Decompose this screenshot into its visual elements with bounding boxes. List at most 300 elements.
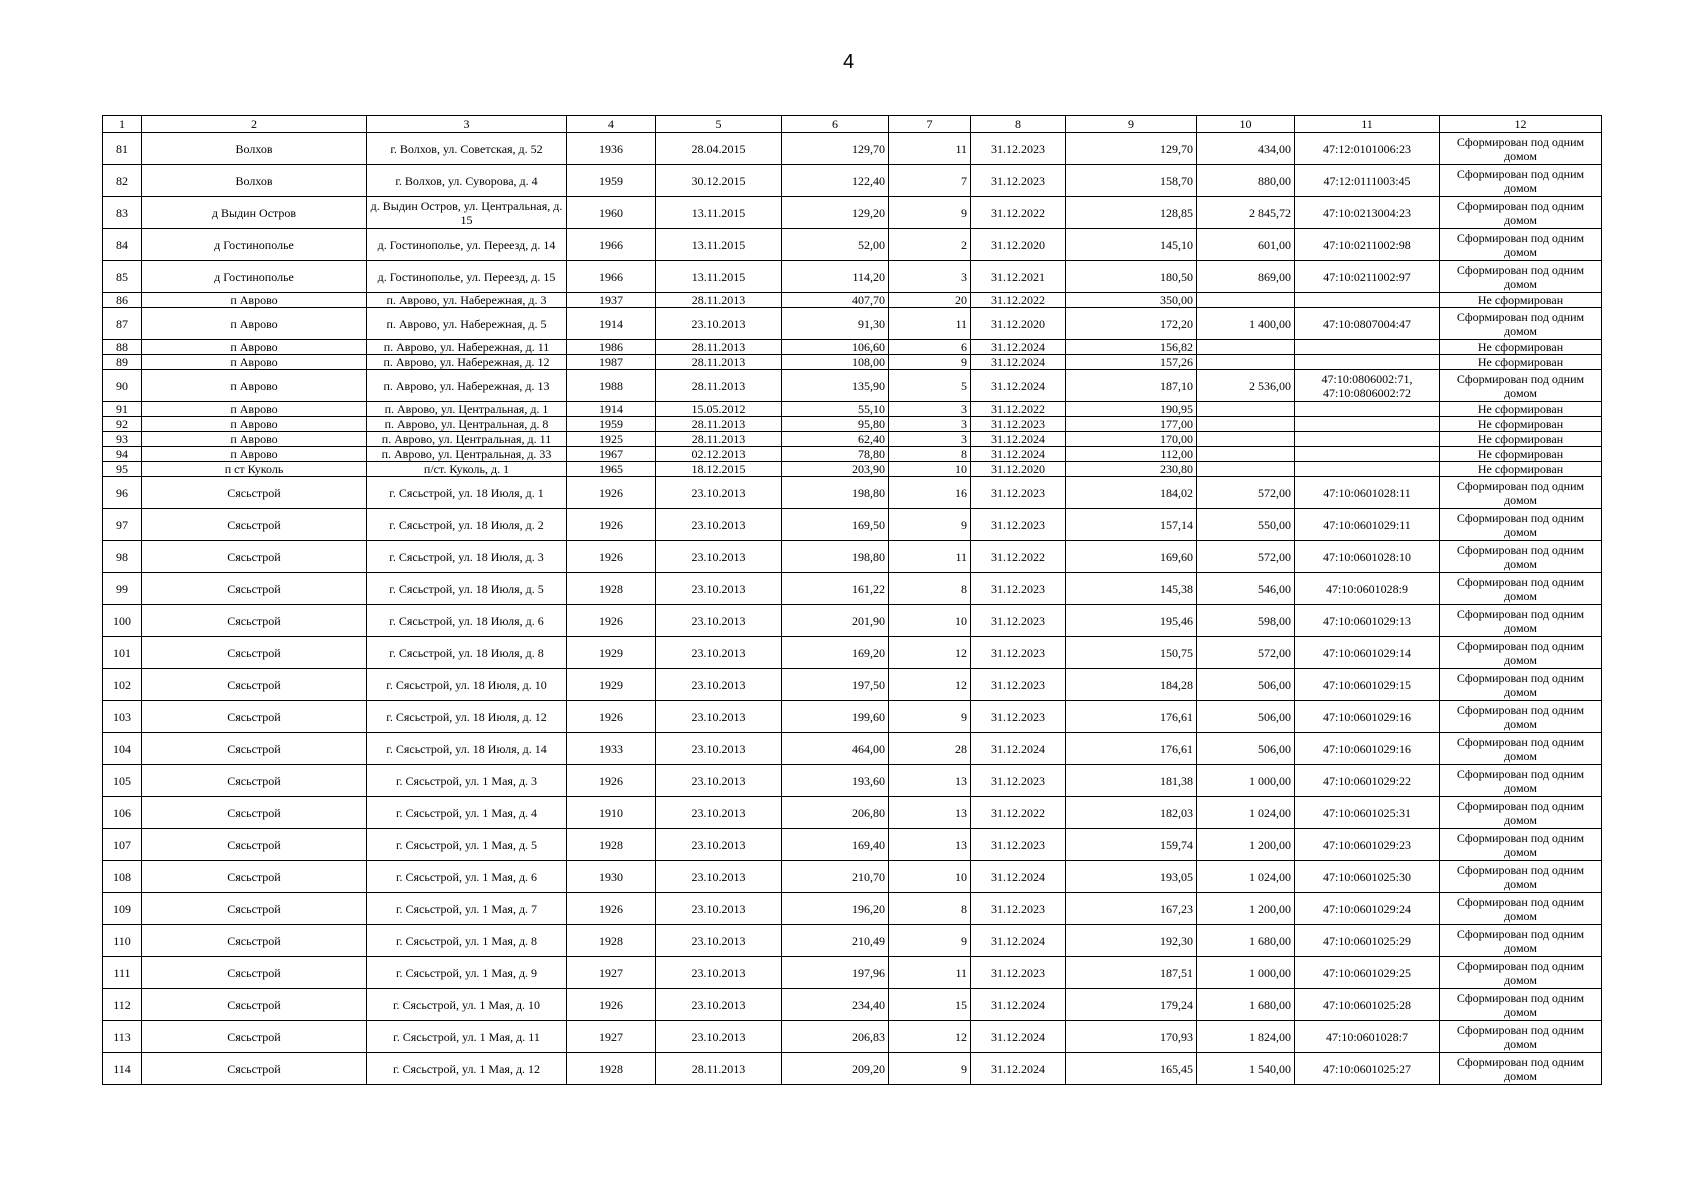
table-cell: 1928	[567, 829, 656, 861]
table-row	[103, 197, 1602, 229]
table-cell: 12	[889, 637, 971, 669]
table-row	[103, 925, 1602, 957]
table-cell: 1925	[567, 432, 656, 447]
table-cell: 1 680,00	[1197, 989, 1295, 1021]
table-cell: 23.10.2013	[656, 989, 782, 1021]
table-cell: Сформирован под одним домом	[1440, 925, 1602, 957]
table-cell: 91,30	[782, 308, 889, 340]
table-cell: 102	[103, 669, 142, 701]
table-cell: 157,14	[1066, 509, 1197, 541]
table-cell: 31.12.2020	[971, 462, 1066, 477]
table-cell: 1 200,00	[1197, 893, 1295, 925]
table-row	[103, 637, 1602, 669]
table-cell: 350,00	[1066, 293, 1197, 308]
table-cell: 16	[889, 477, 971, 509]
table-cell: Волхов	[142, 133, 367, 165]
table-cell: 47:10:0601029:25	[1295, 957, 1440, 989]
table-cell: 169,60	[1066, 541, 1197, 573]
table-cell: 1910	[567, 797, 656, 829]
table-cell: 23.10.2013	[656, 1021, 782, 1053]
table-row	[103, 509, 1602, 541]
table-cell: 197,96	[782, 957, 889, 989]
table-cell: 1928	[567, 925, 656, 957]
table-cell: г. Сясьстрой, ул. 18 Июля, д. 5	[367, 573, 567, 605]
table-row	[103, 293, 1602, 308]
table-cell: Сясьстрой	[142, 477, 367, 509]
table-cell: 869,00	[1197, 261, 1295, 293]
table-row	[103, 957, 1602, 989]
table-cell: Не сформирован	[1440, 402, 1602, 417]
table-cell: 31.12.2024	[971, 925, 1066, 957]
table-cell: 2 845,72	[1197, 197, 1295, 229]
table-cell: 31.12.2022	[971, 293, 1066, 308]
table-cell: Сформирован под одним домом	[1440, 197, 1602, 229]
table-cell: 8	[889, 893, 971, 925]
table-cell: 1 024,00	[1197, 861, 1295, 893]
table-cell: 1928	[567, 1053, 656, 1085]
table-cell: г. Сясьстрой, ул. 1 Мая, д. 6	[367, 861, 567, 893]
table-cell: 110	[103, 925, 142, 957]
table-cell: 1960	[567, 197, 656, 229]
table-cell: 47:10:0601029:22	[1295, 765, 1440, 797]
table-cell: 464,00	[782, 733, 889, 765]
table-cell: 13.11.2015	[656, 261, 782, 293]
table-cell: 31.12.2024	[971, 355, 1066, 370]
table-cell: 23.10.2013	[656, 573, 782, 605]
table-cell: Сформирован под одним домом	[1440, 165, 1602, 197]
table-cell: 198,80	[782, 541, 889, 573]
table-cell: Сясьстрой	[142, 573, 367, 605]
table-cell	[1295, 432, 1440, 447]
table-cell: 192,30	[1066, 925, 1197, 957]
table-cell: 11	[889, 957, 971, 989]
table-cell: 109	[103, 893, 142, 925]
table-cell: 28.11.2013	[656, 370, 782, 402]
table-cell: 47:10:0601029:24	[1295, 893, 1440, 925]
table-row	[103, 893, 1602, 925]
table-cell: 47:10:0601028:10	[1295, 541, 1440, 573]
table-cell: 1 000,00	[1197, 957, 1295, 989]
table-cell: Не сформирован	[1440, 417, 1602, 432]
table-cell: п. Аврово, ул. Центральная, д. 11	[367, 432, 567, 447]
table-cell: 10	[889, 861, 971, 893]
table-cell: 47:12:0101006:23	[1295, 133, 1440, 165]
table-cell: 47:10:0807004:47	[1295, 308, 1440, 340]
table-cell: 8	[889, 573, 971, 605]
table-cell: п Аврово	[142, 447, 367, 462]
table-cell: 1 200,00	[1197, 829, 1295, 861]
table-cell: 1929	[567, 637, 656, 669]
table-cell: 182,03	[1066, 797, 1197, 829]
table-cell: Сформирован под одним домом	[1440, 477, 1602, 509]
table-cell: 209,20	[782, 1053, 889, 1085]
table-cell: 47:10:0601029:16	[1295, 701, 1440, 733]
table-cell: п/ст. Куколь, д. 1	[367, 462, 567, 477]
table-cell: 98	[103, 541, 142, 573]
table-cell: 550,00	[1197, 509, 1295, 541]
table-cell: 1986	[567, 340, 656, 355]
table-cell: 31.12.2022	[971, 402, 1066, 417]
table-cell: 572,00	[1197, 541, 1295, 573]
table-cell: 1966	[567, 261, 656, 293]
table-cell: 31.12.2024	[971, 370, 1066, 402]
table-cell: г. Волхов, ул. Советская, д. 52	[367, 133, 567, 165]
table-cell: 47:10:0601029:16	[1295, 733, 1440, 765]
table-cell: 156,82	[1066, 340, 1197, 355]
table-cell: 18.12.2015	[656, 462, 782, 477]
table-cell: 1937	[567, 293, 656, 308]
table-cell: 91	[103, 402, 142, 417]
table-cell: 47:12:0111003:45	[1295, 165, 1440, 197]
table-cell: г. Сясьстрой, ул. 18 Июля, д. 8	[367, 637, 567, 669]
table-cell: 407,70	[782, 293, 889, 308]
table-cell: Сясьстрой	[142, 1021, 367, 1053]
table-cell: 28.11.2013	[656, 340, 782, 355]
table-cell: 230,80	[1066, 462, 1197, 477]
table-cell: 1 024,00	[1197, 797, 1295, 829]
table-cell: 3	[889, 261, 971, 293]
table-cell: 129,20	[782, 197, 889, 229]
table-cell: 23.10.2013	[656, 637, 782, 669]
table-cell: 145,10	[1066, 229, 1197, 261]
table-cell: 95	[103, 462, 142, 477]
table-cell: 129,70	[782, 133, 889, 165]
table-cell: п. Аврово, ул. Набережная, д. 5	[367, 308, 567, 340]
table-row	[103, 1021, 1602, 1053]
table-cell: 31.12.2023	[971, 417, 1066, 432]
table-cell	[1295, 340, 1440, 355]
table-row	[103, 701, 1602, 733]
table-row	[103, 417, 1602, 432]
table-cell: Сформирован под одним домом	[1440, 1053, 1602, 1085]
table-cell: 177,00	[1066, 417, 1197, 432]
table-cell: 180,50	[1066, 261, 1197, 293]
table-row	[103, 605, 1602, 637]
table-cell: 157,26	[1066, 355, 1197, 370]
table-cell: г. Сясьстрой, ул. 1 Мая, д. 9	[367, 957, 567, 989]
table-cell: 31.12.2021	[971, 261, 1066, 293]
table-cell: 31.12.2024	[971, 989, 1066, 1021]
table-cell: 9	[889, 355, 971, 370]
table-cell	[1197, 432, 1295, 447]
table-cell: 176,61	[1066, 701, 1197, 733]
table-cell: 28.04.2015	[656, 133, 782, 165]
table-row	[103, 370, 1602, 402]
table-cell: 880,00	[1197, 165, 1295, 197]
table-cell: 506,00	[1197, 669, 1295, 701]
table-cell: 101	[103, 637, 142, 669]
table-cell: 210,70	[782, 861, 889, 893]
table-cell: 170,93	[1066, 1021, 1197, 1053]
table-cell: Сясьстрой	[142, 893, 367, 925]
table-cell: Сясьстрой	[142, 701, 367, 733]
table-cell: 161,22	[782, 573, 889, 605]
table-cell: Сясьстрой	[142, 637, 367, 669]
table-cell	[1295, 462, 1440, 477]
table-cell: 179,24	[1066, 989, 1197, 1021]
table-cell: 1 000,00	[1197, 765, 1295, 797]
table-cell: 1928	[567, 573, 656, 605]
table-cell: 31.12.2024	[971, 733, 1066, 765]
table-cell: 31.12.2023	[971, 957, 1066, 989]
table-body	[103, 133, 1602, 1085]
table-cell: 135,90	[782, 370, 889, 402]
table-cell: Сясьстрой	[142, 733, 367, 765]
table-cell: 28	[889, 733, 971, 765]
table-cell: 83	[103, 197, 142, 229]
table-cell: г. Сясьстрой, ул. 1 Мая, д. 3	[367, 765, 567, 797]
column-header: 12	[1440, 116, 1602, 133]
table-cell: 92	[103, 417, 142, 432]
table-cell: п Аврово	[142, 355, 367, 370]
table-cell: Сясьстрой	[142, 765, 367, 797]
table-cell: 23.10.2013	[656, 477, 782, 509]
table-cell: 88	[103, 340, 142, 355]
table-cell: Сясьстрой	[142, 861, 367, 893]
table-cell: Сясьстрой	[142, 541, 367, 573]
table-cell: 1914	[567, 308, 656, 340]
table-cell: 167,23	[1066, 893, 1197, 925]
table-cell: д. Выдин Остров, ул. Центральная, д. 15	[367, 197, 567, 229]
table-cell: 90	[103, 370, 142, 402]
table-cell: 3	[889, 417, 971, 432]
table-cell: 9	[889, 1053, 971, 1085]
table-cell: 506,00	[1197, 733, 1295, 765]
table-cell: 78,80	[782, 447, 889, 462]
table-cell: 199,60	[782, 701, 889, 733]
table-cell: 47:10:0601028:11	[1295, 477, 1440, 509]
table-cell: 159,74	[1066, 829, 1197, 861]
table-cell: 31.12.2022	[971, 797, 1066, 829]
table-cell: 100	[103, 605, 142, 637]
table-cell: 31.12.2020	[971, 308, 1066, 340]
table-cell: 86	[103, 293, 142, 308]
table-cell: 23.10.2013	[656, 308, 782, 340]
table-cell: 193,60	[782, 765, 889, 797]
table-cell: 13.11.2015	[656, 229, 782, 261]
table-cell: 6	[889, 340, 971, 355]
table-cell: 95,80	[782, 417, 889, 432]
column-header: 8	[971, 116, 1066, 133]
table-cell: 106	[103, 797, 142, 829]
table-cell: 184,28	[1066, 669, 1197, 701]
table-cell: Сформирован под одним домом	[1440, 637, 1602, 669]
table-cell: 107	[103, 829, 142, 861]
table-cell: 1926	[567, 477, 656, 509]
table-cell: п Аврово	[142, 293, 367, 308]
table-row	[103, 432, 1602, 447]
table-cell: 187,51	[1066, 957, 1197, 989]
table-cell: д Выдин Остров	[142, 197, 367, 229]
table-cell: 47:10:0601028:9	[1295, 573, 1440, 605]
table-cell: г. Сясьстрой, ул. 18 Июля, д. 2	[367, 509, 567, 541]
table-cell: 31.12.2023	[971, 765, 1066, 797]
table-cell: д Гостинополье	[142, 261, 367, 293]
table-cell: 28.11.2013	[656, 355, 782, 370]
table-cell: 81	[103, 133, 142, 165]
table-cell: Сформирован под одним домом	[1440, 133, 1602, 165]
table-cell: г. Сясьстрой, ул. 18 Июля, д. 14	[367, 733, 567, 765]
table-cell: 158,70	[1066, 165, 1197, 197]
table-row	[103, 1053, 1602, 1085]
table-cell: 15.05.2012	[656, 402, 782, 417]
table-row	[103, 308, 1602, 340]
column-header: 7	[889, 116, 971, 133]
table-cell: 47:10:0601025:30	[1295, 861, 1440, 893]
table-cell: Сформирован под одним домом	[1440, 229, 1602, 261]
column-header: 2	[142, 116, 367, 133]
table-cell: г. Сясьстрой, ул. 18 Июля, д. 12	[367, 701, 567, 733]
table-cell: 1959	[567, 417, 656, 432]
table-cell: 47:10:0601025:27	[1295, 1053, 1440, 1085]
housing-table	[102, 115, 1602, 1085]
table-cell: г. Сясьстрой, ул. 1 Мая, д. 8	[367, 925, 567, 957]
table-cell: 31.12.2024	[971, 1021, 1066, 1053]
table-cell: 11	[889, 308, 971, 340]
table-cell: 23.10.2013	[656, 733, 782, 765]
table-cell: 9	[889, 197, 971, 229]
table-cell: 23.10.2013	[656, 893, 782, 925]
column-header: 1	[103, 116, 142, 133]
table-cell: 1959	[567, 165, 656, 197]
table-cell: п Аврово	[142, 370, 367, 402]
table-cell: Сформирован под одним домом	[1440, 989, 1602, 1021]
table-cell: 47:10:0601025:28	[1295, 989, 1440, 1021]
table-cell: 176,61	[1066, 733, 1197, 765]
table-cell: 1926	[567, 509, 656, 541]
table-cell: 85	[103, 261, 142, 293]
column-header: 4	[567, 116, 656, 133]
table-cell: 9	[889, 925, 971, 957]
column-header: 5	[656, 116, 782, 133]
table-cell: 601,00	[1197, 229, 1295, 261]
table-cell	[1197, 417, 1295, 432]
table-row	[103, 165, 1602, 197]
table-cell: 1936	[567, 133, 656, 165]
table-cell: 31.12.2024	[971, 861, 1066, 893]
table-cell: 23.10.2013	[656, 765, 782, 797]
table-cell: 23.10.2013	[656, 925, 782, 957]
table-cell: 169,20	[782, 637, 889, 669]
table-cell: 31.12.2022	[971, 541, 1066, 573]
table-cell	[1197, 355, 1295, 370]
table-cell: 206,80	[782, 797, 889, 829]
table-cell: 1 540,00	[1197, 1053, 1295, 1085]
table-cell	[1197, 462, 1295, 477]
table-cell: 31.12.2023	[971, 165, 1066, 197]
table-cell: 105	[103, 765, 142, 797]
table-row	[103, 797, 1602, 829]
table-cell: Сформирован под одним домом	[1440, 605, 1602, 637]
table-cell: 3	[889, 432, 971, 447]
table-cell: 9	[889, 509, 971, 541]
table-row	[103, 541, 1602, 573]
table-cell: 546,00	[1197, 573, 1295, 605]
table-cell: 47:10:0601028:7	[1295, 1021, 1440, 1053]
table-cell: 187,10	[1066, 370, 1197, 402]
table-cell: 47:10:0601025:29	[1295, 925, 1440, 957]
table-cell: г. Сясьстрой, ул. 1 Мая, д. 5	[367, 829, 567, 861]
table-row	[103, 765, 1602, 797]
table-cell: Не сформирован	[1440, 432, 1602, 447]
table-row	[103, 133, 1602, 165]
table-cell: 89	[103, 355, 142, 370]
table-cell: г. Сясьстрой, ул. 18 Июля, д. 10	[367, 669, 567, 701]
table-cell: 1 680,00	[1197, 925, 1295, 957]
table-cell	[1295, 417, 1440, 432]
table-cell: 31.12.2023	[971, 573, 1066, 605]
table-cell: 5	[889, 370, 971, 402]
table-cell: 47:10:0601029:15	[1295, 669, 1440, 701]
table-cell: 31.12.2023	[971, 133, 1066, 165]
table-cell: 1926	[567, 541, 656, 573]
table-cell	[1197, 447, 1295, 462]
table-cell: 129,70	[1066, 133, 1197, 165]
table-cell: 9	[889, 701, 971, 733]
table-cell: Сформирован под одним домом	[1440, 308, 1602, 340]
table-cell: Не сформирован	[1440, 355, 1602, 370]
table-cell: Сясьстрой	[142, 605, 367, 637]
table-cell: Сформирован под одним домом	[1440, 370, 1602, 402]
table-row	[103, 989, 1602, 1021]
table-cell: 31.12.2020	[971, 229, 1066, 261]
table-cell: 1988	[567, 370, 656, 402]
table-cell: 31.12.2024	[971, 340, 1066, 355]
table-cell: г. Сясьстрой, ул. 1 Мая, д. 11	[367, 1021, 567, 1053]
table-cell: п Аврово	[142, 402, 367, 417]
table-cell: Сформирован под одним домом	[1440, 541, 1602, 573]
table-cell: 1927	[567, 957, 656, 989]
table-cell: 47:10:0806002:71, 47:10:0806002:72	[1295, 370, 1440, 402]
table-cell: 1967	[567, 447, 656, 462]
table-cell: 15	[889, 989, 971, 1021]
table-cell: 20	[889, 293, 971, 308]
table-cell: 114	[103, 1053, 142, 1085]
table-cell: 23.10.2013	[656, 957, 782, 989]
table-cell: Сясьстрой	[142, 957, 367, 989]
table-cell: 122,40	[782, 165, 889, 197]
table-cell: 31.12.2023	[971, 701, 1066, 733]
table-cell: 198,80	[782, 477, 889, 509]
table-cell: 1926	[567, 701, 656, 733]
table-cell: 11	[889, 541, 971, 573]
table-cell: Сформирован под одним домом	[1440, 797, 1602, 829]
table-cell: г. Сясьстрой, ул. 1 Мая, д. 4	[367, 797, 567, 829]
table-cell: 47:10:0211002:97	[1295, 261, 1440, 293]
table-cell: п. Аврово, ул. Набережная, д. 12	[367, 355, 567, 370]
table-cell: 104	[103, 733, 142, 765]
table-row	[103, 355, 1602, 370]
table-cell: 30.12.2015	[656, 165, 782, 197]
table-row	[103, 669, 1602, 701]
table-cell: п. Аврово, ул. Центральная, д. 33	[367, 447, 567, 462]
table-cell: 1929	[567, 669, 656, 701]
table-cell: 23.10.2013	[656, 541, 782, 573]
table-cell: 1987	[567, 355, 656, 370]
table-cell: 181,38	[1066, 765, 1197, 797]
header-row	[103, 116, 1602, 133]
table-cell: 31.12.2023	[971, 605, 1066, 637]
table-cell: 196,20	[782, 893, 889, 925]
table-cell	[1295, 355, 1440, 370]
table-cell: 23.10.2013	[656, 861, 782, 893]
table-cell: 31.12.2022	[971, 197, 1066, 229]
table-cell: 1926	[567, 989, 656, 1021]
table-row	[103, 402, 1602, 417]
table-cell: г. Сясьстрой, ул. 1 Мая, д. 12	[367, 1053, 567, 1085]
table-cell: Сформирован под одним домом	[1440, 829, 1602, 861]
table-cell: 7	[889, 165, 971, 197]
